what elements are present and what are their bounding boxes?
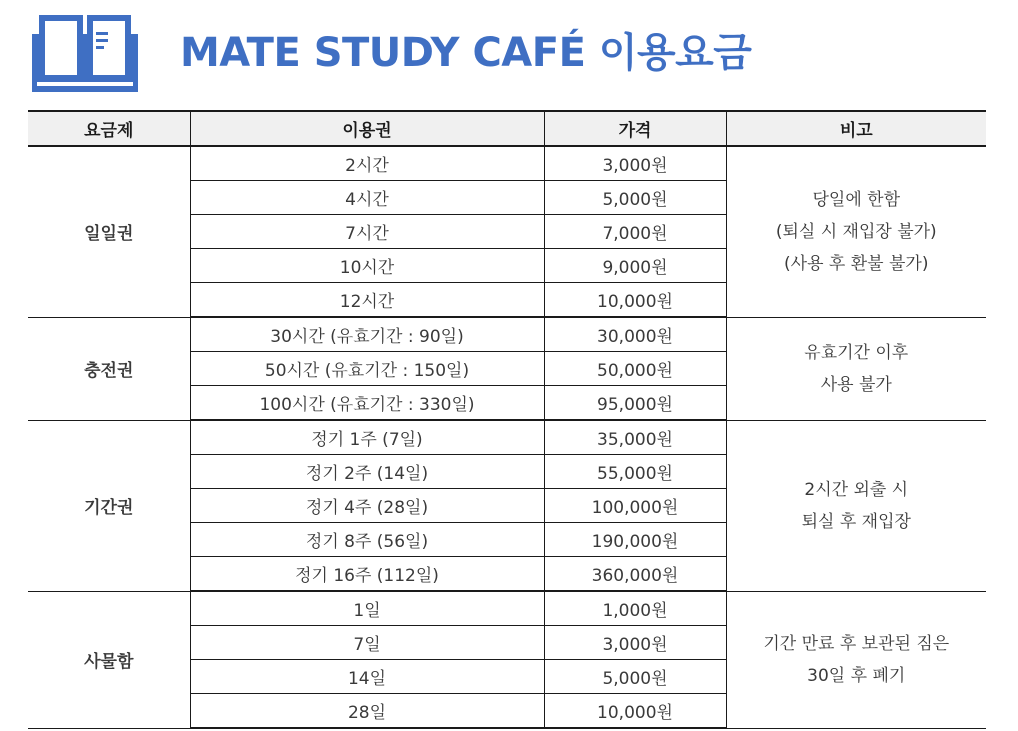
- ticket-cell: 정기 16주 (112일): [190, 557, 544, 592]
- table-row: [28, 420, 986, 455]
- price-cell: 5,000원: [544, 181, 726, 215]
- price-cell: 1,000원: [544, 591, 726, 626]
- table-row: [28, 591, 986, 626]
- ticket-cell: 7일: [190, 626, 544, 660]
- price-cell: 5,000원: [544, 660, 726, 694]
- price-cell: 3,000원: [544, 626, 726, 660]
- ticket-cell: 7시간: [190, 215, 544, 249]
- open-book-icon: [32, 12, 138, 92]
- column-header-price: 가격: [544, 111, 726, 146]
- note-line: 30일 후 폐기: [807, 665, 906, 686]
- price-cell: 30,000원: [544, 317, 726, 352]
- note-line: (퇴실 시 재입장 불가): [775, 221, 937, 242]
- plan-name-cell: 사물함: [28, 591, 190, 728]
- note-line: 당일에 한함: [812, 189, 900, 210]
- price-cell: 50,000원: [544, 352, 726, 386]
- note-cell: [726, 420, 986, 591]
- table-row: [28, 146, 986, 181]
- price-cell: 10,000원: [544, 694, 726, 729]
- price-cell: 360,000원: [544, 557, 726, 592]
- price-cell: 9,000원: [544, 249, 726, 283]
- price-cell: 100,000원: [544, 489, 726, 523]
- plan-name-cell: 충전권: [28, 317, 190, 420]
- ticket-cell: 정기 4주 (28일): [190, 489, 544, 523]
- ticket-cell: 정기 8주 (56일): [190, 523, 544, 557]
- ticket-cell: 28일: [190, 694, 544, 729]
- price-cell: 190,000원: [544, 523, 726, 557]
- note-line: 유효기간 이후: [804, 342, 909, 363]
- table-row: [28, 317, 986, 352]
- page-title: MATE STUDY CAFÉ 이용요금: [180, 30, 752, 76]
- price-cell: 55,000원: [544, 455, 726, 489]
- column-header-plan: 요금제: [28, 111, 190, 146]
- price-cell: 35,000원: [544, 420, 726, 455]
- price-cell: 7,000원: [544, 215, 726, 249]
- price-cell: 3,000원: [544, 146, 726, 181]
- ticket-cell: 14일: [190, 660, 544, 694]
- ticket-cell: 100시간 (유효기간 : 330일): [190, 386, 544, 421]
- plan-name-cell: 일일권: [28, 146, 190, 317]
- note-cell: [726, 146, 986, 317]
- note-line: 기간 만료 후 보관된 짐은: [763, 633, 950, 654]
- column-header-note: 비고: [726, 111, 986, 146]
- note-cell: [726, 317, 986, 420]
- price-cell: 95,000원: [544, 386, 726, 421]
- ticket-cell: 1일: [190, 591, 544, 626]
- ticket-cell: 50시간 (유효기간 : 150일): [190, 352, 544, 386]
- ticket-cell: 30시간 (유효기간 : 90일): [190, 317, 544, 352]
- note-line: 사용 불가: [820, 374, 892, 395]
- ticket-cell: 정기 2주 (14일): [190, 455, 544, 489]
- ticket-cell: 12시간: [190, 283, 544, 318]
- column-header-ticket: 이용권: [190, 111, 544, 146]
- ticket-cell: 2시간: [190, 146, 544, 181]
- ticket-cell: 4시간: [190, 181, 544, 215]
- ticket-cell: 정기 1주 (7일): [190, 420, 544, 455]
- ticket-cell: 10시간: [190, 249, 544, 283]
- note-cell: [726, 591, 986, 728]
- note-line: 퇴실 후 재입장: [801, 511, 911, 532]
- fee-table-body: [28, 146, 986, 728]
- page-header: [0, 0, 1018, 100]
- fee-table: [28, 110, 986, 729]
- plan-name-cell: 기간권: [28, 420, 190, 591]
- price-cell: 10,000원: [544, 283, 726, 318]
- note-line: 2시간 외출 시: [804, 479, 909, 500]
- note-line: (사용 후 환불 불가): [784, 253, 929, 274]
- table-header-row: [28, 111, 986, 146]
